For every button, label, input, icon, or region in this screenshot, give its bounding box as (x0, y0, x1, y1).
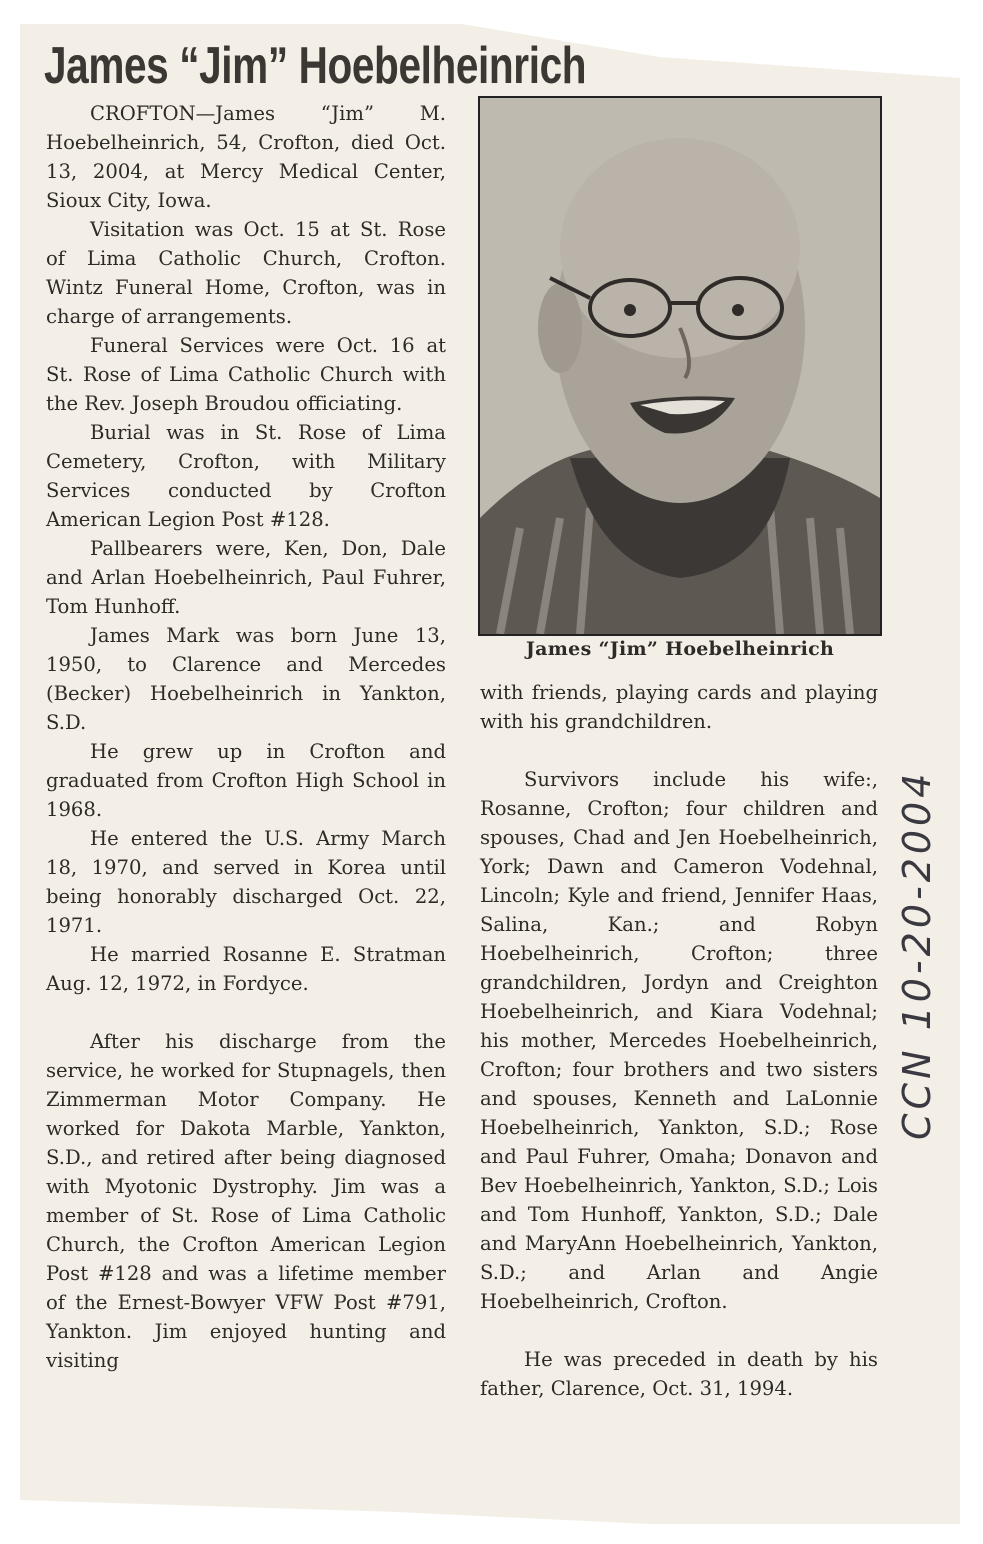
spacer (480, 736, 878, 765)
portrait-image (480, 98, 880, 634)
right-column (480, 678, 878, 1403)
paragraph: He was preceded in death by his father, Clarence, Oct. 31, 1994. (480, 1348, 878, 1400)
paragraph: He grew up in Crofton and graduated from Crofton High School in 1968. (46, 740, 446, 821)
paragraph: Funeral Services were Oct. 16 at St. Rose of Lima Catholic Church with the Rev. Joseph Broudou officiating. (46, 334, 446, 415)
portrait-photo (478, 96, 882, 636)
paragraph: Burial was in St. Rose of Lima Cemetery, Crofton, with Military Services conducted by Crofton American Legion Post #128. (46, 421, 446, 531)
paragraph: He entered the U.S. Army March 18, 1970, and served in Korea until being honorably discharged Oct. 22, 1971. (46, 827, 446, 937)
paragraph: Visitation was Oct. 15 at St. Rose of Lima Catholic Church, Crofton. Wintz Funeral Home, Crofton, was in charge of arrangements. (46, 218, 446, 328)
paragraph: CROFTON—James “Jim” M. Hoebelheinrich, 54, Crofton, died Oct. 13, 2004, at Mercy Medical Center, Sioux City, Iowa. (46, 102, 446, 212)
paragraph: Survivors include his wife:, Rosanne, Crofton; four children and spouses, Chad and Jen Hoebelheinrich, York; Dawn and Cameron Vodehnal, Lincoln; Kyle and friend, Jennifer Haas, Salina, Kan.; and Robyn Hoebelheinrich, Crofton; three grandchildren, Jordyn and Creighton Hoebelheinrich, and Kiara Vodehnal; his mother, Mercedes Hoebelheinrich, Crofton; four brothers and two sisters and spouses, Kenneth and LaLonnie Hoebelheinrich, Yankton, S.D.; Rose and Paul Fuhrer, Omaha; Donavon and Bev Hoebelheinrich, Yankton, S.D.; Lois and Tom Hunhoff, Yankton, S.D.; Dale and MaryAnn Hoebelheinrich, Yankton, S.D.; and Arlan and Angie Hoebelheinrich, Crofton. (480, 768, 878, 1313)
paragraph: He married Rosanne E. Stratman Aug. 12, 1972, in Fordyce. (46, 943, 446, 995)
left-column (46, 99, 446, 1375)
headline: James “Jim” Hoebelheinrich (44, 37, 587, 95)
paragraph: with friends, playing cards and playing with his grandchildren. (480, 681, 878, 733)
paragraph: Pallbearers were, Ken, Don, Dale and Arlan Hoebelheinrich, Paul Fuhrer, Tom Hunhoff. (46, 537, 446, 618)
spacer (480, 1316, 878, 1345)
spacer (46, 998, 446, 1027)
paragraph: After his discharge from the service, he worked for Stupnagels, then Zimmerman Motor Company. He worked for Dakota Marble, Yankton, S.D., and retired after being diagnosed with Myotonic Dystrophy. Jim was a member of St. Rose of Lima Catholic Church, the Crofton American Legion Post #128 and was a lifetime member of the Ernest-Bowyer VFW Post #791, Yankton. Jim enjoyed hunting and visiting (46, 1030, 446, 1372)
paragraph: James Mark was born June 13, 1950, to Clarence and Mercedes (Becker) Hoebelheinrich in Yankton, S.D. (46, 624, 446, 734)
handwritten-note: CCN 10-20-2004 (895, 769, 939, 1140)
photo-caption: James “Jim” Hoebelheinrich (525, 638, 835, 660)
